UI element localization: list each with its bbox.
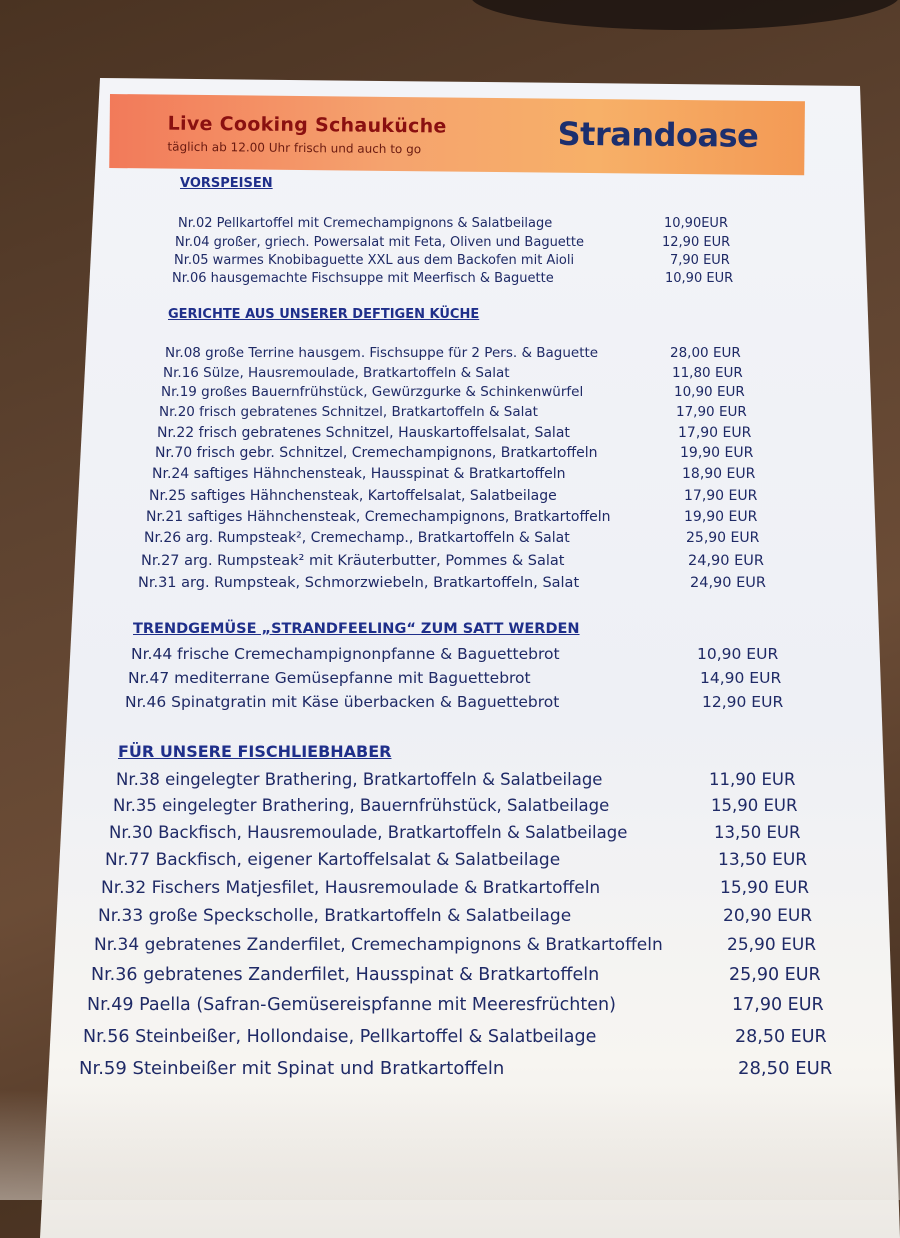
menu-item-price: 10,90 EUR	[697, 645, 779, 663]
menu-item-name: Nr.04 großer, griech. Powersalat mit Feta, Oliven und Baguette	[175, 235, 584, 250]
menu-item-price: 14,90 EUR	[700, 669, 782, 687]
section-heading: GERICHTE AUS UNSERER DEFTIGEN KÜCHE	[168, 307, 480, 322]
menu-item-price: 7,90 EUR	[670, 253, 730, 268]
banner-subtitle: täglich ab 12.00 Uhr frisch und auch to go	[167, 139, 422, 157]
menu-item-name: Nr.26 arg. Rumpsteak², Cremechamp., Bratkartoffeln & Salat	[144, 530, 570, 546]
menu-item-price: 19,90 EUR	[684, 509, 758, 525]
menu-item-name: Nr.05 warmes Knobibaguette XXL aus dem Backofen mit Aioli	[174, 253, 575, 268]
menu-item-price: 10,90 EUR	[674, 384, 745, 400]
menu-item-price: 24,90 EUR	[688, 553, 764, 569]
menu-item-name: Nr.22 frisch gebratenes Schnitzel, Hauskartoffelsalat, Salat	[157, 425, 570, 441]
bottom-shade	[0, 1090, 900, 1200]
menu-item-name: Nr.21 saftiges Hähnchensteak, Cremechampignons, Bratkartoffeln	[146, 509, 611, 525]
restaurant-logo: Strandoase	[557, 114, 759, 155]
menu-item-name: Nr.20 frisch gebratenes Schnitzel, Bratkartoffeln & Salat	[159, 404, 538, 420]
menu-item-price: 12,90 EUR	[662, 235, 731, 250]
menu-item-price: 28,50 EUR	[735, 1027, 827, 1047]
menu-item-name: Nr.33 große Speckscholle, Bratkartoffeln & Salatbeilage	[98, 906, 572, 926]
menu-item-name: Nr.08 große Terrine hausgem. Fischsuppe für 2 Pers. & Baguette	[165, 345, 599, 361]
menu-item-name: Nr.77 Backfisch, eigener Kartoffelsalat & Salatbeilage	[105, 850, 561, 870]
menu-item-name: Nr.19 großes Bauernfrühstück, Gewürzgurke & Schinkenwürfel	[161, 384, 584, 400]
menu-item-name: Nr.16 Sülze, Hausremoulade, Bratkartoffeln & Salat	[163, 365, 510, 381]
menu-item-name: Nr.46 Spinatgratin mit Käse überbacken & Baguettebrot	[125, 693, 560, 711]
section-heading: TRENDGEMÜSE „STRANDFEELING“ ZUM SATT WERDEN	[133, 621, 580, 637]
section-heading: FÜR UNSERE FISCHLIEBHABER	[118, 742, 392, 761]
menu-item-price: 25,90 EUR	[727, 935, 817, 955]
menu-item-price: 11,90 EUR	[709, 770, 796, 789]
menu-item-name: Nr.36 gebratenes Zanderfilet, Hausspinat & Bratkartoffeln	[91, 965, 600, 985]
menu-item-price: 25,90 EUR	[729, 965, 821, 985]
menu-item-name: Nr.70 frisch gebr. Schnitzel, Cremechampignons, Bratkartoffeln	[155, 445, 598, 461]
menu-item-name: Nr.49 Paella (Safran-Gemüsereispfanne mit Meeresfrüchten)	[87, 995, 616, 1015]
menu-item-price: 15,90 EUR	[711, 796, 798, 815]
banner-title: Live Cooking Schauküche	[167, 112, 447, 138]
menu-item-price: 10,90 EUR	[665, 271, 734, 286]
menu-item-price: 10,90EUR	[664, 216, 728, 231]
menu-item-price: 18,90 EUR	[682, 466, 756, 482]
menu-item-price: 15,90 EUR	[720, 878, 810, 898]
menu-item-name: Nr.56 Steinbeißer, Hollondaise, Pellkartoffel & Salatbeilage	[83, 1027, 597, 1047]
menu-item-name: Nr.34 gebratenes Zanderfilet, Cremechampignons & Bratkartoffeln	[94, 935, 663, 955]
menu-item-name: Nr.47 mediterrane Gemüsepfanne mit Baguettebrot	[128, 669, 531, 687]
menu-item-name: Nr.24 saftiges Hähnchensteak, Hausspinat & Bratkartoffeln	[152, 466, 566, 482]
menu-item-name: Nr.59 Steinbeißer mit Spinat und Bratkartoffeln	[79, 1058, 505, 1079]
menu-item-price: 17,90 EUR	[678, 425, 752, 441]
menu-item-name: Nr.27 arg. Rumpsteak² mit Kräuterbutter, Pommes & Salat	[141, 553, 565, 569]
menu-item-name: Nr.02 Pellkartoffel mit Cremechampignons & Salatbeilage	[178, 216, 553, 231]
menu-item-name: Nr.30 Backfisch, Hausremoulade, Bratkartoffeln & Salatbeilage	[109, 823, 628, 842]
menu-item-name: Nr.35 eingelegter Brathering, Bauernfrühstück, Salatbeilage	[113, 796, 610, 815]
menu-item-name: Nr.32 Fischers Matjesfilet, Hausremoulade & Bratkartoffeln	[101, 878, 601, 898]
menu-item-name: Nr.38 eingelegter Brathering, Bratkartoffeln & Salatbeilage	[116, 770, 603, 789]
menu-item-price: 17,90 EUR	[732, 995, 824, 1015]
menu-item-name: Nr.44 frische Cremechampignonpfanne & Baguettebrot	[131, 645, 560, 663]
menu-item-name: Nr.31 arg. Rumpsteak, Schmorzwiebeln, Bratkartoffeln, Salat	[138, 575, 580, 591]
menu-item-price: 28,50 EUR	[738, 1058, 833, 1079]
menu-item-price: 12,90 EUR	[702, 693, 784, 711]
menu-item-price: 25,90 EUR	[686, 530, 760, 546]
menu-item-name: Nr.25 saftiges Hähnchensteak, Kartoffelsalat, Salatbeilage	[149, 488, 557, 504]
section-heading: VORSPEISEN	[180, 176, 273, 191]
menu-item-price: 19,90 EUR	[680, 445, 754, 461]
menu-item-price: 20,90 EUR	[723, 906, 813, 926]
menu-item-name: Nr.06 hausgemachte Fischsuppe mit Meerfisch & Baguette	[172, 271, 554, 286]
menu-item-price: 17,90 EUR	[684, 488, 758, 504]
menu-item-price: 11,80 EUR	[672, 365, 743, 381]
menu-item-price: 17,90 EUR	[676, 404, 747, 420]
menu-item-price: 13,50 EUR	[714, 823, 801, 842]
menu-item-price: 13,50 EUR	[718, 850, 808, 870]
menu-item-price: 28,00 EUR	[670, 345, 741, 361]
menu-item-price: 24,90 EUR	[690, 575, 766, 591]
